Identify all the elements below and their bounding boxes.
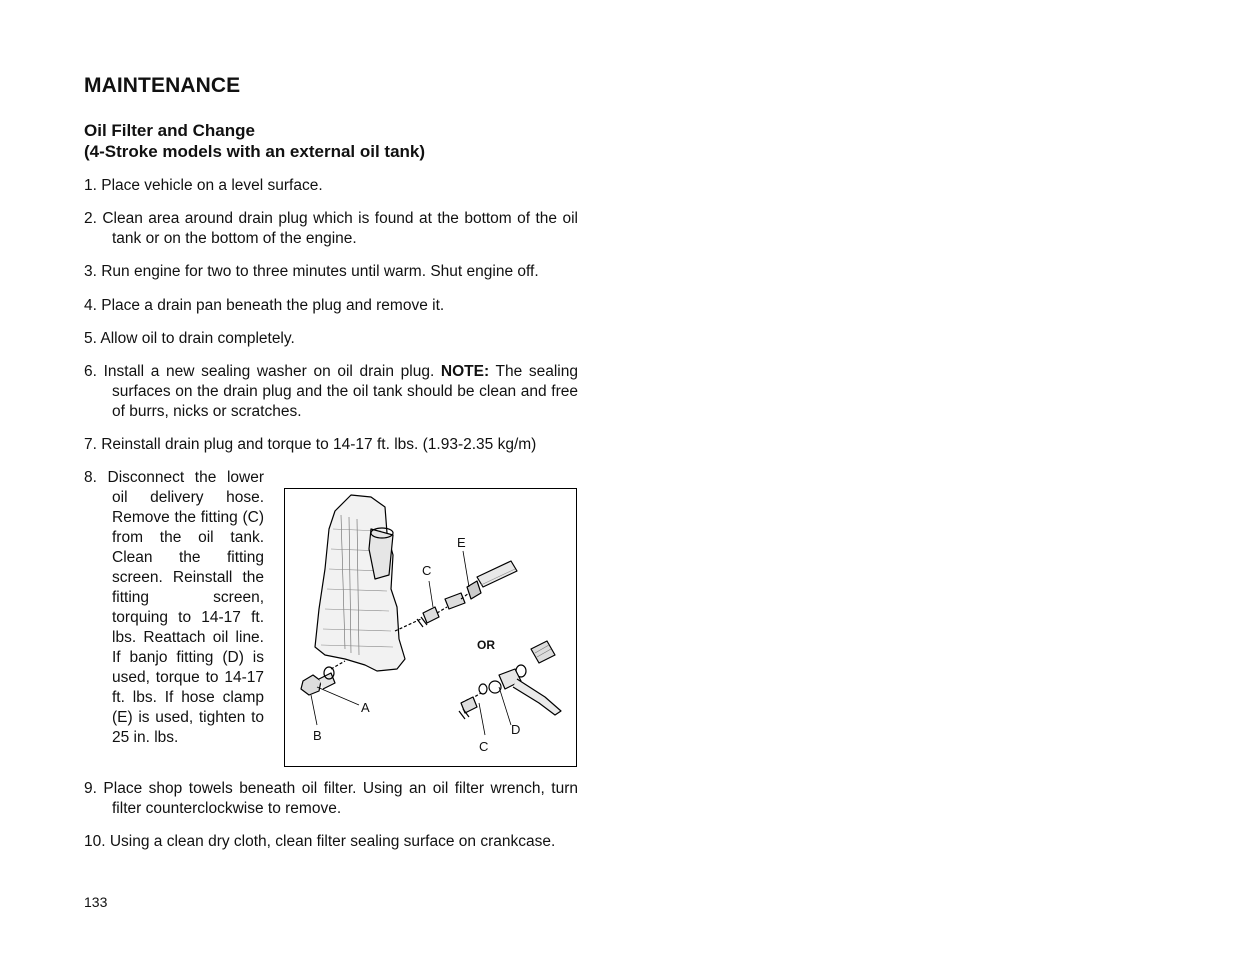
label-c-bottom: C xyxy=(479,739,489,754)
step-1: 1. Place vehicle on a level surface. xyxy=(84,177,323,194)
step-5: 5. Allow oil to drain completely. xyxy=(84,330,295,347)
step-2: 2. Clean area around drain plug which is found at the bottom of the oil tank or on the bottom of the engine. xyxy=(84,210,578,247)
label-c-top: C xyxy=(422,563,432,578)
section-title-line-2: (4-Stroke models with an external oil tank) xyxy=(84,142,426,161)
hose-clamp-shape xyxy=(467,581,481,599)
label-e: E xyxy=(457,535,466,550)
page-title: MAINTENANCE xyxy=(84,74,241,97)
label-a: A xyxy=(361,700,370,715)
step-3: 3. Run engine for two to three minutes until warm. Shut engine off. xyxy=(84,263,539,280)
drain-plug-shape xyxy=(301,675,321,695)
step-6-text: 6. Install a new sealing washer on oil drain plug. xyxy=(84,363,441,380)
label-or: OR xyxy=(477,638,495,652)
note-label: NOTE: xyxy=(440,363,490,380)
step-9: 9. Place shop towels beneath oil filter. Using an oil filter wrench, turn filter counterclockwise to remove. xyxy=(84,780,578,817)
page-number: 133 xyxy=(84,894,108,910)
oil-tank-shape xyxy=(315,495,405,671)
label-d: D xyxy=(511,722,521,737)
step-4: 4. Place a drain pan beneath the plug and remove it. xyxy=(84,297,445,314)
banjo-bolt-shape xyxy=(531,641,555,663)
fitting-top-shape xyxy=(445,593,465,609)
hose-shape xyxy=(477,561,517,587)
diagram-drawing xyxy=(285,489,578,768)
section-title xyxy=(84,120,425,162)
step-10: 10. Using a clean dry cloth, clean filter sealing surface on crankcase. xyxy=(84,833,556,850)
fitting-bottom-shape xyxy=(461,697,477,713)
section-title-line-1: Oil Filter and Change xyxy=(84,121,255,140)
step-8: 8. Disconnect the lower oil delivery hose. Remove the fitting (C) from the oil tank. Clean the fitting screen. Reinstall the fitting screen, torquing to 14-17 ft. lbs. Reattach oil line. If banjo fitting (D) is used, torque to 14-17 ft. lbs. If hose clamp (E) is used, tighten to 25 in. lbs. xyxy=(84,469,264,746)
label-b: B xyxy=(313,728,322,743)
step-6 xyxy=(84,362,578,422)
step-7: 7. Reinstall drain plug and torque to 14-17 ft. lbs. (1.93-2.35 kg/m) xyxy=(84,436,537,453)
oil-tank-fitting-diagram xyxy=(284,488,577,767)
step-6-note-text: The sealing surfaces on the drain plug and the oil tank should be clean and free of burrs, nicks or scratches. xyxy=(112,363,578,420)
